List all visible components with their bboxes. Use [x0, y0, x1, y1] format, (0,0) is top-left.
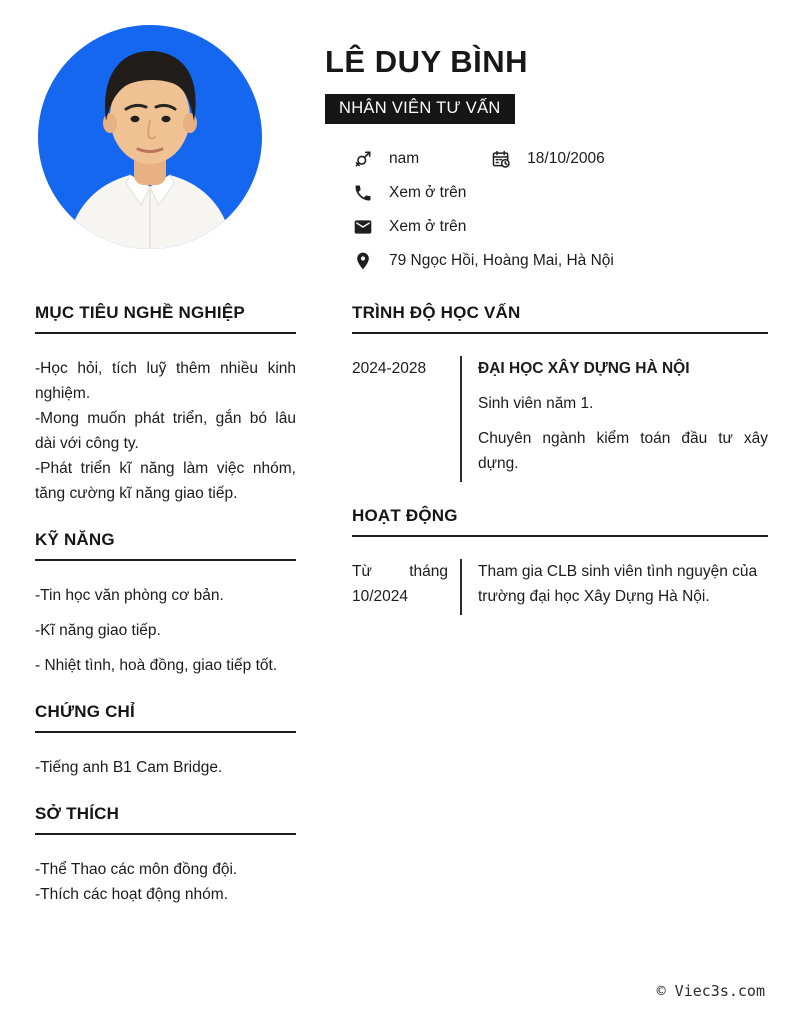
location-pin-icon	[353, 251, 373, 271]
phone-value: Xem ở trên	[389, 184, 467, 201]
left-column	[35, 303, 296, 931]
candidate-name: LÊ DUY BÌNH	[325, 44, 529, 79]
skill-item: -Tin học văn phòng cơ bản.	[35, 587, 224, 604]
certificates-heading: CHỨNG CHỈ	[35, 702, 296, 733]
hobby-item: -Thể Thao các môn đồng đội.	[35, 861, 238, 878]
section-education	[352, 303, 768, 482]
section-objective	[35, 303, 296, 506]
right-column	[352, 303, 768, 639]
education-school: ĐẠI HỌC XÂY DỰNG HÀ NỘI	[478, 360, 690, 377]
activities-heading: HOẠT ĐỘNG	[352, 506, 768, 537]
skills-heading: KỸ NĂNG	[35, 530, 296, 561]
contact-phone	[353, 176, 770, 210]
education-heading: TRÌNH ĐỘ HỌC VẤN	[352, 303, 768, 334]
objective-item: -Phát triển kĩ năng làm việc nhóm, tăng cường kĩ năng giao tiếp.	[35, 460, 296, 502]
section-activities	[352, 506, 768, 615]
education-detail: Sinh viên năm 1.	[478, 395, 594, 412]
skill-item: - Nhiệt tình, hoà đồng, giao tiếp tốt.	[35, 657, 278, 674]
section-skills	[35, 530, 296, 678]
education-period: 2024-2028	[352, 360, 427, 377]
activity-entry	[352, 559, 768, 615]
portrait-illustration	[38, 25, 262, 249]
contact-gender	[353, 149, 419, 169]
contact-info	[353, 142, 770, 278]
contact-address	[353, 244, 770, 278]
header	[325, 44, 770, 278]
address-value: 79 Ngọc Hồi, Hoàng Mai, Hà Nội	[389, 252, 614, 269]
footer-copyright: © Viec3s.com	[656, 982, 765, 1000]
dob-value: 18/10/2006	[527, 150, 605, 167]
activity-period: Từ tháng 10/2024	[352, 563, 448, 605]
phone-icon	[353, 183, 373, 203]
hobby-item: -Thích các hoạt động nhóm.	[35, 886, 229, 903]
contact-dob	[491, 149, 605, 169]
hobbies-heading: SỞ THÍCH	[35, 804, 296, 835]
contact-email	[353, 210, 770, 244]
job-title-badge: NHÂN VIÊN TƯ VẤN	[325, 94, 515, 124]
gender-icon	[353, 149, 373, 169]
objective-heading: MỤC TIÊU NGHỀ NGHIỆP	[35, 303, 296, 334]
objective-item: -Mong muốn phát triển, gắn bó lâu dài với công ty.	[35, 410, 296, 452]
section-hobbies	[35, 804, 296, 907]
gender-value: nam	[389, 150, 420, 167]
activity-detail: Tham gia CLB sinh viên tình nguyện của trường đại học Xây Dựng Hà Nội.	[478, 563, 758, 605]
email-value: Xem ở trên	[389, 218, 467, 235]
education-entry	[352, 356, 768, 482]
calendar-icon	[491, 149, 511, 169]
education-detail: Chuyên ngành kiểm toán đầu tư xây dựng.	[478, 430, 768, 472]
objective-item: -Học hỏi, tích luỹ thêm nhiều kinh nghiệm.	[35, 360, 296, 402]
email-icon	[353, 217, 373, 237]
certificate-item: -Tiếng anh B1 Cam Bridge.	[35, 759, 223, 776]
skill-item: -Kĩ năng giao tiếp.	[35, 622, 161, 639]
profile-photo	[38, 25, 262, 249]
section-certificates	[35, 702, 296, 780]
